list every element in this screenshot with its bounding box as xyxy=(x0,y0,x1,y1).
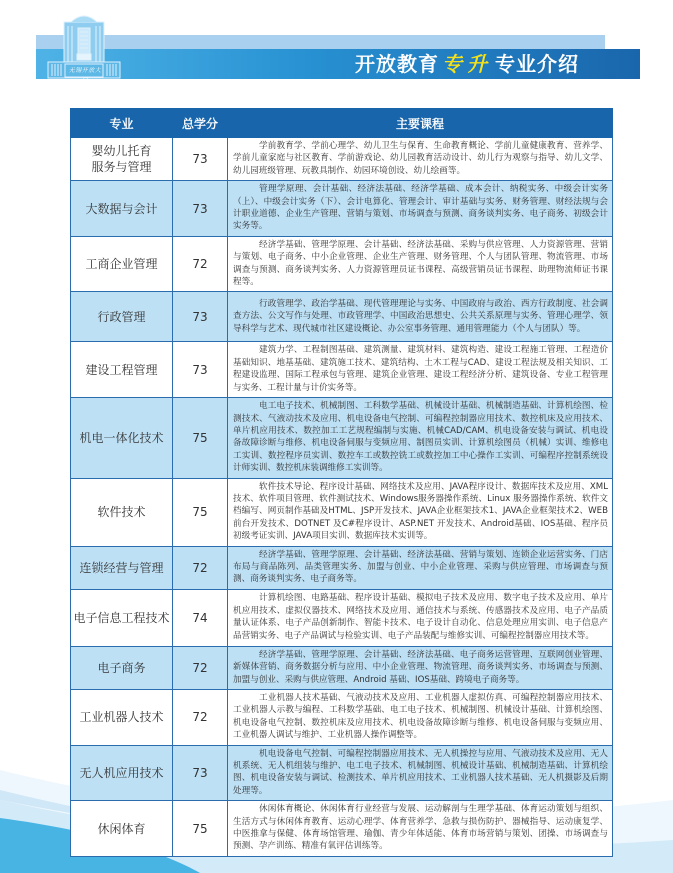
title-prefix: 开放教育 xyxy=(355,52,439,76)
main-courses: 休闲体育概论、休闲体育行业经营与发展、运动解剖与生理学基础、体育运动策划与组织、生活方式与休闲体育教育、运动心理学、体育营养学、急救与损伤防护、器械指导、运动康复学、中医推拿与保健、体育场馆管理、瑜伽、青少年体适能、体育市场营销与策划、团操、市场调查与预测、孕产训练、精准有氧评估训练等。 xyxy=(228,801,613,857)
major-name: 机电一体化技术 xyxy=(71,398,173,478)
total-credits: 75 xyxy=(173,398,228,478)
main-courses: 电工电子技术、机械制图、工科数学基础、机械设计基础、机械制造基础、计算机绘图、检测技术、气液动技术及应用、机电设备电气控制、可编程控制器应用技术、数控机床及应用技术、单片机应用技术、数控加工工艺规程编制与实施、机械CAD/CAM、机电设备安装与调试、机电设备故障诊断与维修、机电设备伺服与变频应用、制图员实训、计算机绘图员（机械）实训、维修电工实训、数控程序员实训、数控车工或数控铣工或数控加工中心操作工实训、可编程序控制系统设计师实训、数控机床装调维修工实训等。 xyxy=(228,398,613,478)
page-title xyxy=(355,51,579,77)
table-row xyxy=(71,646,613,689)
total-credits: 73 xyxy=(173,138,228,181)
major-name: 婴幼儿托育 服务与管理 xyxy=(71,138,173,181)
main-courses: 行政管理学、政治学基础、现代管理理论与实务、中国政府与政治、西方行政制度、社会调查方法、公文写作与处理、市政管理学、中国政治思想史、公共关系原理与实务、管理心理学、领导科学与艺术、现代城市社区建设概论、办公室事务管理、通用管理能力（个人与团队）等。 xyxy=(228,292,613,342)
title-suffix: 专业介绍 xyxy=(495,52,579,76)
main-courses: 经济学基础、管理学原理、会计基础、经济法基础、采购与供应管理、人力资源管理、营销与策划、电子商务、中小企业管理、企业生产管理、财务管理、个人与团队管理、物流管理、市场调查与预测、商务谈判实务、人力资源管理员证书课程、高级营销员证书课程、助理物流师证书课程等。 xyxy=(228,236,613,292)
total-credits: 73 xyxy=(173,292,228,342)
header-courses: 主要课程 xyxy=(228,109,613,138)
table-row xyxy=(71,690,613,746)
total-credits: 72 xyxy=(173,646,228,689)
major-name: 电子信息工程技术 xyxy=(71,589,173,646)
main-courses: 经济学基础、管理学原理、会计基础、经济法基础、电子商务运营管理、互联网创业管理、新媒体营销、商务数据分析与应用、中小企业管理、物流管理、商务谈判实务、市场调查与预测、加盟与创业、采购与供应管理、Android 基础、IOS基础、跨境电子商务等。 xyxy=(228,646,613,689)
major-name: 休闲体育 xyxy=(71,801,173,857)
major-name: 工业机器人技术 xyxy=(71,690,173,746)
table-row xyxy=(71,745,613,801)
table-row xyxy=(71,236,613,292)
total-credits: 73 xyxy=(173,342,228,398)
major-name: 行政管理 xyxy=(71,292,173,342)
major-name: 无人机应用技术 xyxy=(71,745,173,801)
main-courses: 建筑力学、工程制图基础、建筑测量、建筑材料、建筑构造、建设工程施工管理、工程造价基础知识、地基基础、建筑施工技术、建筑结构、土木工程与CAD、建设工程法规及相关知识、工程建设监理、国际工程承包与管理、建筑企业管理、建设工程经济分析、建筑设备、专业工程管理与实务、工程计量与计价实务等。 xyxy=(228,342,613,398)
table-row xyxy=(71,138,613,181)
majors-table xyxy=(70,108,613,857)
total-credits: 72 xyxy=(173,236,228,292)
table-row xyxy=(71,546,613,589)
main-courses: 工业机器人技术基础、气液动技术及应用、工业机器人虚拟仿真、可编程控制器应用技术、工业机器人示教与编程、工科数学基础、电工电子技术、机械制图、机械设计基础、计算机绘图、机电设备电气控制、数控机床及应用技术、机电设备故障诊断与维修、机电设备伺服与变频应用、工业机器人调试与维护、工业机器人操作调整等。 xyxy=(228,690,613,746)
major-name: 工商企业管理 xyxy=(71,236,173,292)
main-courses: 机电设备电气控制、可编程控制器应用技术、无人机操控与应用、气液动技术及应用、无人机系统、无人机组装与维护、电工电子技术、机械制图、机械设计基础、机械制造基础、计算机绘图、机电设备安装与调试、检测技术、单片机应用技术、工业机器人技术基础、无人机摄影及后期处理等。 xyxy=(228,745,613,801)
table-row xyxy=(71,801,613,857)
table-header-row xyxy=(71,109,613,138)
total-credits: 74 xyxy=(173,589,228,646)
total-credits: 73 xyxy=(173,181,228,237)
total-credits: 72 xyxy=(173,546,228,589)
title-highlight: 专升 xyxy=(442,52,492,76)
total-credits: 75 xyxy=(173,478,228,546)
main-courses: 经济学基础、管理学原理、会计基础、经济法基础、营销与策划、连锁企业运营实务、门店布局与商品陈列、品类管理实务、加盟与创业、中小企业管理、采购与供应管理、市场调查与预测、商务谈判实务、电子商务等。 xyxy=(228,546,613,589)
header-major: 专业 xyxy=(71,109,173,138)
major-name: 连锁经营与管理 xyxy=(71,546,173,589)
table-row xyxy=(71,398,613,478)
table-row xyxy=(71,292,613,342)
header-credits: 总学分 xyxy=(173,109,228,138)
total-credits: 72 xyxy=(173,690,228,746)
table-row xyxy=(71,478,613,546)
table-row xyxy=(71,342,613,398)
major-name: 建设工程管理 xyxy=(71,342,173,398)
main-courses: 管理学原理、会计基础、经济法基础、经济学基础、成本会计、纳税实务、中级会计实务（上）、中级会计实务（下）、会计电算化、管理会计、审计基础与实务、财务管理、财经法规与会计职业道德、企业生产管理、营销与策划、市场调查与预测、商务谈判实务、电子商务、初级会计实务等。 xyxy=(228,181,613,237)
main-courses: 计算机绘图、电路基础、程序设计基础、模拟电子技术及应用、数字电子技术及应用、单片机应用技术、虚拟仪器技术、网络技术及应用、通信技术与系统、传感器技术及应用、电子产品质量认证体系、电子产品创新制作、智能卡技术、电子设计自动化、信息处理应用实训、电子信息产品营销实务、电子产品调试与检验实训、电子产品装配与维修实训、可编程控制器应用技术等。 xyxy=(228,589,613,646)
main-courses: 软件技术导论、程序设计基础、网络技术及应用、JAVA程序设计、数据库技术及应用、XML 技术、软件项目管理、软件测试技术、Windows服务器操作系统、Linux 服务器操作系统、软件文档编写、网页制作基础及HTML、JSP开发技术、JAVA企业框架技术1、JAVA企业框架技术2、WEB前台开发技术、DOTNET 及C#程序设计、ASP.NET 开发技术、Android基础、IOS基础、程序员初级考证实训、JAVA项目实训、数据库技术实训等。 xyxy=(228,478,613,546)
major-name: 电子商务 xyxy=(71,646,173,689)
total-credits: 75 xyxy=(173,801,228,857)
major-name: 软件技术 xyxy=(71,478,173,546)
main-courses: 学前教育学、学前心理学、幼儿卫生与保育、生命教育概论、学前儿童健康教育、营养学、学前儿童家庭与社区教育、学前游戏论、幼儿园教育活动设计、幼儿行为观察与指导、幼儿文学、幼儿园班级管理、玩教具制作、幼园环境创设、幼儿绘画等。 xyxy=(228,138,613,181)
total-credits: 73 xyxy=(173,745,228,801)
table-row xyxy=(71,589,613,646)
table-row xyxy=(71,181,613,237)
logo-university-name: 无锡开放大学 xyxy=(68,67,102,84)
major-name: 大数据与会计 xyxy=(71,181,173,237)
